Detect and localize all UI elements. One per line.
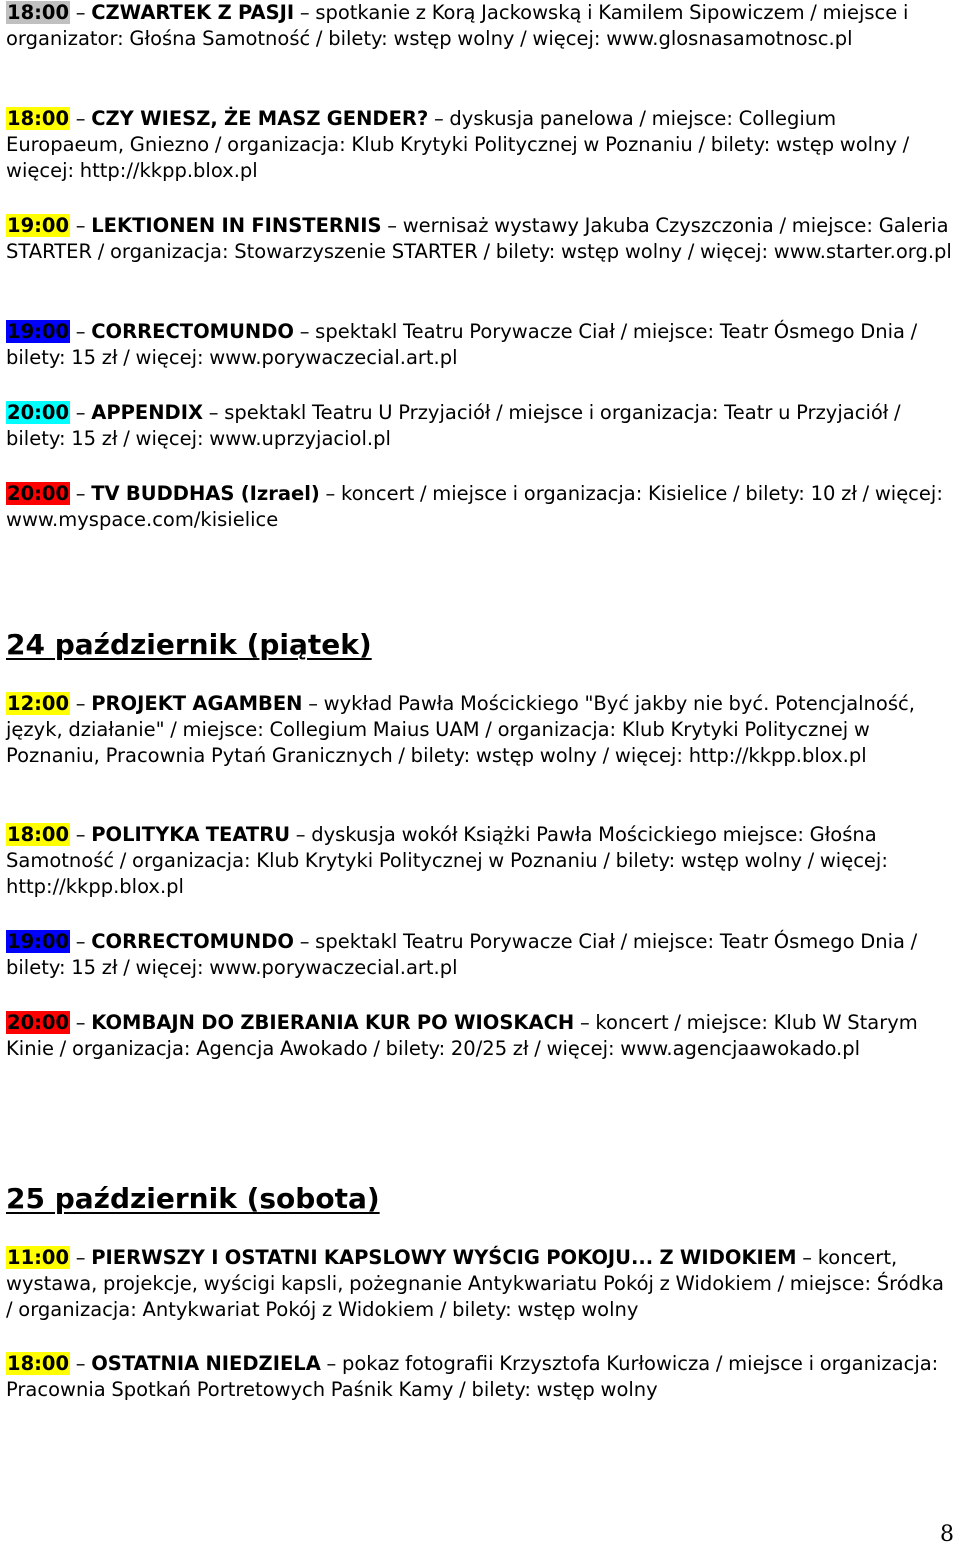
event-time: 19:00 [7,930,70,953]
event-description: wykład Pawła Mościckiego "Być jakby nie być. Potencjalność, język, działanie" / miejsce: Collegium Maius UAM / organizacja: Klub Krytyki Politycznej w Poznaniu, Pracownia Pytań Granicznych / bilety: wstęp wolny / więcej: http://kkpp.blox.pl [6,692,915,767]
event-title: CORRECTOMUNDO [91,930,294,953]
event-time: 18:00 [7,107,70,130]
event-time: 20:00 [7,1011,70,1034]
event-time: 12:00 [7,692,70,715]
day-heading: 25 październik (sobota) [6,1182,380,1215]
event-time: 19:00 [7,320,70,343]
event-time: 18:00 [7,1352,70,1375]
event-description: spektakl Teatru Porywacze Ciał / miejsce: Teatr Ósmego Dnia / bilety: 15 zł / więcej: www.porywaczecial.art.pl [6,320,918,369]
event-title: PIERWSZY I OSTATNI KAPSLOWY WYŚCIG POKOJU... Z WIDOKIEM [91,1246,797,1269]
event-entry: 11:00 – PIERWSZY I OSTATNI KAPSLOWY WYŚCIG POKOJU... Z WIDOKIEM – koncert, wystawa, projekcje, wyścigi kapsli, pożegnanie Antykwariatu Pokój z Widokiem / miejsce: Śródka / organizacja: Antykwariat Pokój z Widokiem / bilety: wstęp wolny [6,1246,944,1321]
event-description: koncert, wystawa, projekcje, wyścigi kapsli, pożegnanie Antykwariatu Pokój z Widokiem / miejsce: Śródka / organizacja: Antykwariat Pokój z Widokiem / bilety: wstęp wolny [6,1246,944,1321]
event-description: pokaz fotografii Krzysztofa Kurłowicza / miejsce i organizacja: Pracownia Spotkań Portretowych Paśnik Kamy / bilety: wstęp wolny [6,1352,939,1401]
event-title: TV BUDDHAS (Izrael) [91,482,320,505]
event-description: wernisaż wystawy Jakuba Czyszczonia / miejsce: Galeria STARTER / organizacja: Stowarzyszenie STARTER / bilety: wstęp wolny / więcej: www.starter.org.pl [6,214,952,263]
event-entry: 18:00 – CZWARTEK Z PASJI – spotkanie z Korą Jackowską i Kamilem Sipowiczem / miejsce i organizator: Głośna Samotność / bilety: wstęp wolny / więcej: www.glosnasamotnosc.pl [6,1,909,50]
event-time: 20:00 [7,482,70,505]
event-time: 20:00 [7,401,70,424]
event-title: CZY WIESZ, ŻE MASZ GENDER? [91,107,429,130]
event-title: APPENDIX [91,401,204,424]
event-title: PROJEKT AGAMBEN [91,692,303,715]
day-heading: 24 październik (piątek) [6,628,372,661]
event-title: OSTATNIA NIEDZIELA [91,1352,321,1375]
event-entry: 19:00 – CORRECTOMUNDO – spektakl Teatru Porywacze Ciał / miejsce: Teatr Ósmego Dnia / bilety: 15 zł / więcej: www.porywaczecial.art.pl [6,320,918,369]
event-description: koncert / miejsce: Klub W Starym Kinie / organizacja: Agencja Awokado / bilety: 20/25 zł / więcej: www.agencjaawokado.pl [6,1011,918,1060]
event-time: 18:00 [7,1,70,24]
event-entry: 20:00 – TV BUDDHAS (Izrael) – koncert / miejsce i organizacja: Kisielice / bilety: 10 zł / więcej: www.myspace.com/kisielice [6,482,943,531]
page-number: 8 [940,1522,954,1547]
event-entry: 19:00 – LEKTIONEN IN FINSTERNIS – wernisaż wystawy Jakuba Czyszczonia / miejsce: Galeria STARTER / organizacja: Stowarzyszenie STARTER / bilety: wstęp wolny / więcej: www.starter.org.pl [6,214,952,263]
event-entry: 18:00 – CZY WIESZ, ŻE MASZ GENDER? – dyskusja panelowa / miejsce: Collegium Europaeum, Gniezno / organizacja: Klub Krytyki Politycznej w Poznaniu / bilety: wstęp wolny / więcej: http://kkpp.blox.pl [6,107,910,182]
event-time: 18:00 [7,823,70,846]
event-title: POLITYKA TEATRU [91,823,291,846]
event-entry: 12:00 – PROJEKT AGAMBEN – wykład Pawła Mościckiego "Być jakby nie być. Potencjalność, język, działanie" / miejsce: Collegium Maius UAM / organizacja: Klub Krytyki Politycznej w Poznaniu, Pracownia Pytań Granicznych / bilety: wstęp wolny / więcej: http://kkpp.blox.pl [6,692,915,767]
event-time: 11:00 [7,1246,70,1269]
event-title: KOMBAJN DO ZBIERANIA KUR PO WIOSKACH [91,1011,575,1034]
event-entry: 18:00 – POLITYKA TEATRU – dyskusja wokół Książki Pawła Mościckiego miejsce: Głośna Samotność / organizacja: Klub Krytyki Politycznej w Poznaniu / bilety: wstęp wolny / więcej: http://kkpp.blox.pl [6,823,888,898]
event-entry: 20:00 – KOMBAJN DO ZBIERANIA KUR PO WIOSKACH – koncert / miejsce: Klub W Starym Kinie / organizacja: Agencja Awokado / bilety: 20/25 zł / więcej: www.agencjaawokado.pl [6,1011,918,1060]
event-entry: 19:00 – CORRECTOMUNDO – spektakl Teatru Porywacze Ciał / miejsce: Teatr Ósmego Dnia / bilety: 15 zł / więcej: www.porywaczecial.art.pl [6,930,918,979]
event-entry: 18:00 – OSTATNIA NIEDZIELA – pokaz fotografii Krzysztofa Kurłowicza / miejsce i organizacja: Pracownia Spotkań Portretowych Paśnik Kamy / bilety: wstęp wolny [6,1352,939,1401]
event-title: LEKTIONEN IN FINSTERNIS [91,214,382,237]
event-time: 19:00 [7,214,70,237]
event-description: dyskusja panelowa / miejsce: Collegium Europaeum, Gniezno / organizacja: Klub Krytyki Politycznej w Poznaniu / bilety: wstęp wolny / więcej: http://kkpp.blox.pl [6,107,910,182]
event-title: CORRECTOMUNDO [91,320,294,343]
event-entry: 20:00 – APPENDIX – spektakl Teatru U Przyjaciół / miejsce i organizacja: Teatr u Przyjaciół / bilety: 15 zł / więcej: www.uprzyjaciol.pl [6,401,901,450]
event-description: spektakl Teatru Porywacze Ciał / miejsce: Teatr Ósmego Dnia / bilety: 15 zł / więcej: www.porywaczecial.art.pl [6,930,918,979]
event-description: koncert / miejsce i organizacja: Kisielice / bilety: 10 zł / więcej: www.myspace.com/kisielice [6,482,943,531]
event-description: dyskusja wokół Książki Pawła Mościckiego miejsce: Głośna Samotność / organizacja: Klub Krytyki Politycznej w Poznaniu / bilety: wstęp wolny / więcej: http://kkpp.blox.pl [6,823,888,898]
event-description: spotkanie z Korą Jackowską i Kamilem Sipowiczem / miejsce i organizator: Głośna Samotność / bilety: wstęp wolny / więcej: www.glosnasamotnosc.pl [6,1,909,50]
event-title: CZWARTEK Z PASJI [91,1,295,24]
event-description: spektakl Teatru U Przyjaciół / miejsce i organizacja: Teatr u Przyjaciół / bilety: 15 zł / więcej: www.uprzyjaciol.pl [6,401,901,450]
